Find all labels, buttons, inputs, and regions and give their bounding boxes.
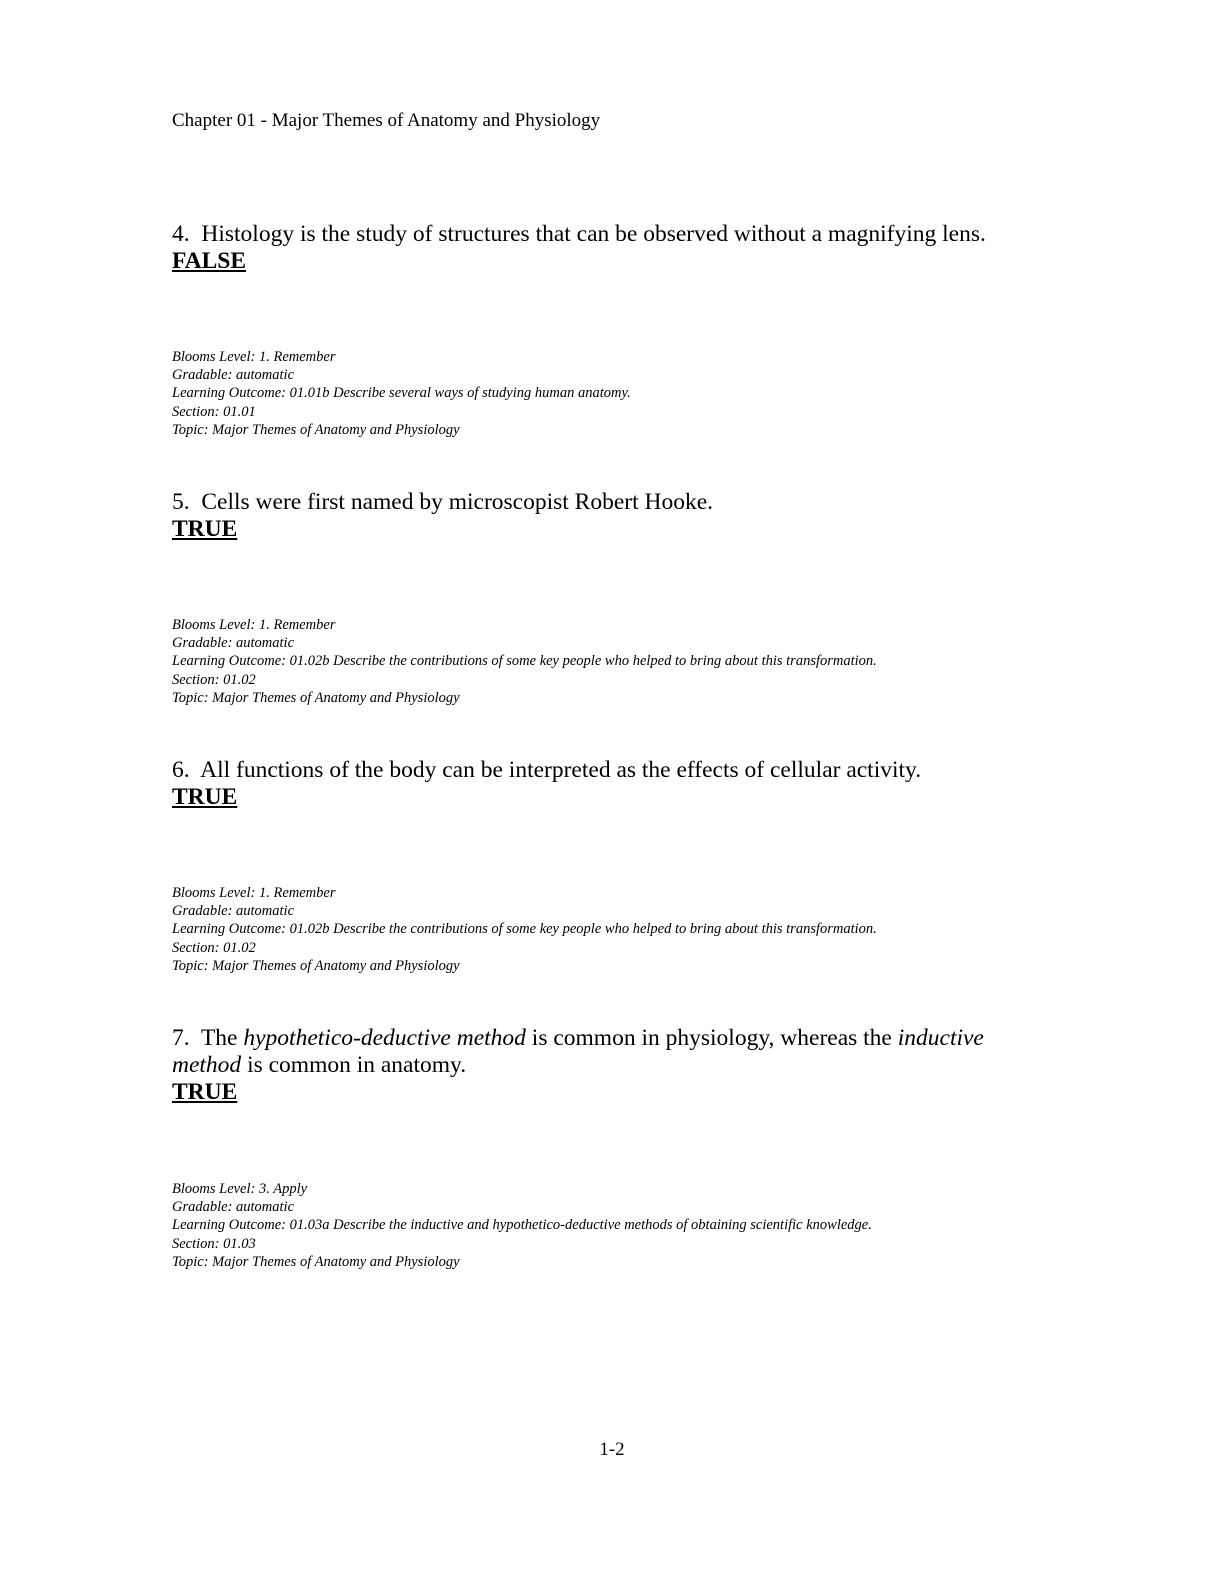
blooms-level: Blooms Level: 1. Remember: [172, 349, 336, 365]
question-body-part1: The: [200, 1025, 238, 1051]
topic: Topic: Major Themes of Anatomy and Physiology: [172, 1253, 460, 1270]
question-term-hypothetico-deductive: hypothetico-deductive method: [243, 1025, 526, 1051]
question-7-answer: TRUE: [172, 1079, 238, 1105]
section: Section: 01.01: [172, 403, 256, 420]
question-5-answer: TRUE: [172, 516, 238, 542]
page-number: 1-2: [599, 1439, 625, 1460]
question-body: Cells were first named by microscopist Robert Hooke.: [201, 489, 714, 515]
question-4-answer: FALSE: [172, 248, 246, 274]
question-number: 4.: [172, 221, 190, 247]
question-number: 5.: [172, 489, 190, 515]
gradable: Gradable: automatic: [172, 367, 295, 384]
question-6-text: [172, 757, 1052, 784]
question-6-meta: [172, 884, 877, 975]
section: Section: 01.03: [172, 1235, 256, 1252]
question-4-text: [172, 221, 1052, 248]
question-7-text: [172, 1025, 1052, 1079]
question-5: [172, 489, 1052, 543]
chapter-title: Chapter 01 - Major Themes of Anatomy and Physiology: [172, 110, 601, 131]
gradable: Gradable: automatic: [172, 903, 295, 920]
gradable: Gradable: automatic: [172, 1199, 295, 1216]
question-body: All functions of the body can be interpreted as the effects of cellular activity.: [200, 757, 922, 783]
question-6-answer: TRUE: [172, 784, 238, 810]
learning-outcome: Learning Outcome: 01.01b Describe several ways of studying human anatomy.: [172, 385, 631, 402]
blooms-level: Blooms Level: 1. Remember: [172, 885, 336, 901]
question-6: [172, 757, 1052, 811]
question-term-inductive: inductive method: [172, 1025, 984, 1078]
question-body-part2: is common in physiology, whereas the: [531, 1025, 892, 1051]
blooms-level: Blooms Level: 3. Apply: [172, 1181, 308, 1197]
question-5-meta: [172, 616, 877, 707]
learning-outcome: Learning Outcome: 01.02b Describe the contributions of some key people who helped to bring about this transformation.: [172, 653, 877, 670]
question-4: [172, 221, 1052, 275]
gradable: Gradable: automatic: [172, 635, 295, 652]
learning-outcome: Learning Outcome: 01.03a Describe the inductive and hypothetico-deductive methods of obtaining scientific knowledge.: [172, 1217, 872, 1234]
question-body-part3: is common in anatomy.: [247, 1052, 467, 1078]
question-number: 6.: [172, 757, 190, 783]
topic: Topic: Major Themes of Anatomy and Physiology: [172, 421, 460, 438]
section: Section: 01.02: [172, 939, 256, 956]
topic: Topic: Major Themes of Anatomy and Physiology: [172, 689, 460, 706]
topic: Topic: Major Themes of Anatomy and Physiology: [172, 957, 460, 974]
question-body: Histology is the study of structures that can be observed without a magnifying lens.: [201, 221, 986, 247]
question-7: [172, 1025, 1052, 1106]
learning-outcome: Learning Outcome: 01.02b Describe the contributions of some key people who helped to bring about this transformation.: [172, 921, 877, 938]
question-7-meta: [172, 1180, 872, 1271]
question-5-text: [172, 489, 1052, 516]
question-4-meta: [172, 348, 631, 439]
section: Section: 01.02: [172, 671, 256, 688]
blooms-level: Blooms Level: 1. Remember: [172, 617, 336, 633]
question-number: 7.: [172, 1025, 190, 1051]
